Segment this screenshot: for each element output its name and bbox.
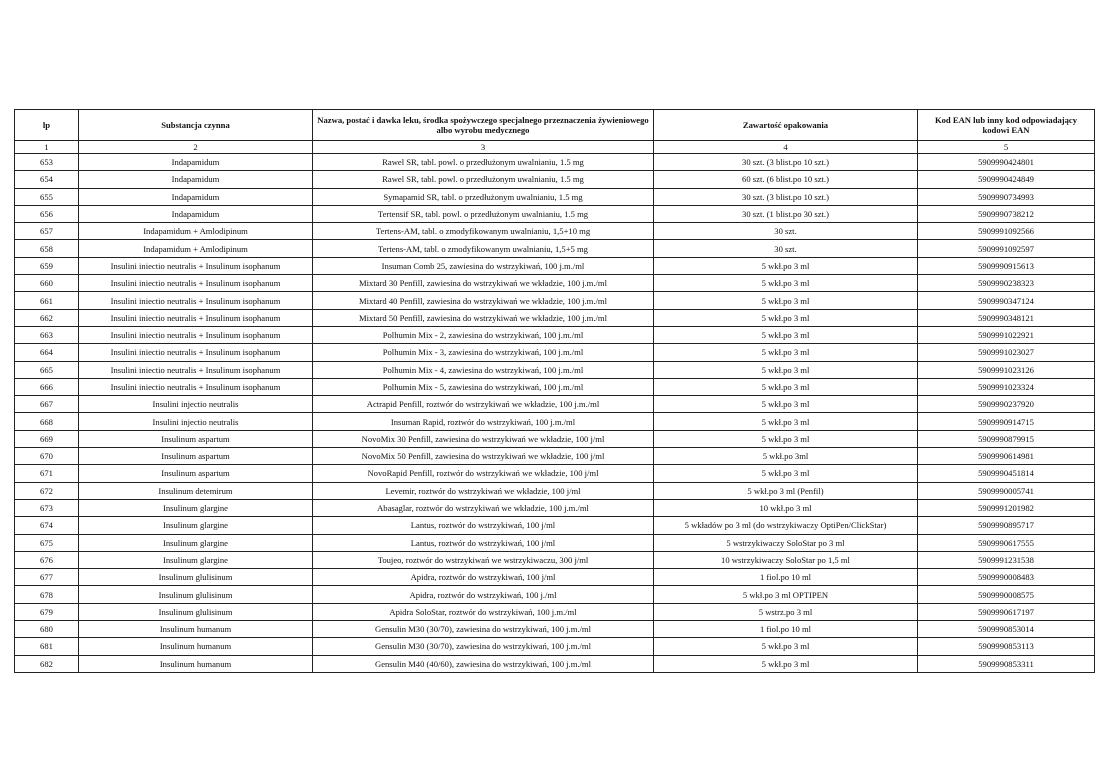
row-lp: 677 (15, 569, 79, 586)
row-name: NovoMix 30 Penfill, zawiesina do wstrzykiwań we wkładzie, 100 j/ml (313, 430, 654, 447)
row-ean: 5909990008575 (918, 586, 1095, 603)
row-package: 10 wkł.po 3 ml (654, 499, 918, 516)
row-name: Polhumin Mix - 3, zawiesina do wstrzykiwań, 100 j.m./ml (313, 344, 654, 361)
row-package: 5 wkł.po 3 ml (Penfil) (654, 482, 918, 499)
row-substance: Insulinum aspartum (79, 430, 313, 447)
row-ean: 5909990237920 (918, 396, 1095, 413)
row-lp: 654 (15, 171, 79, 188)
row-substance: Insulinum glulisinum (79, 603, 313, 620)
row-name: Levemir, roztwór do wstrzykiwań we wkładzie, 100 j/ml (313, 482, 654, 499)
row-substance: Insulinum aspartum (79, 448, 313, 465)
row-package: 5 wstrzykiwaczy SoloStar po 3 ml (654, 534, 918, 551)
table-row (15, 326, 1095, 343)
row-lp: 655 (15, 188, 79, 205)
row-lp: 657 (15, 223, 79, 240)
column-number: 3 (313, 141, 654, 154)
row-ean: 5909990734993 (918, 188, 1095, 205)
row-lp: 672 (15, 482, 79, 499)
row-name: Insuman Rapid, roztwór do wstrzykiwań, 100 j.m./ml (313, 413, 654, 430)
row-ean: 5909990347124 (918, 292, 1095, 309)
row-lp: 653 (15, 154, 79, 171)
row-name: Tertensif SR, tabl. powl. o przedłużonym uwalnianiu, 1.5 mg (313, 205, 654, 222)
row-package: 5 wkł.po 3 ml (654, 638, 918, 655)
row-name: Rawel SR, tabl. powl. o przedłużonym uwalnianiu, 1.5 mg (313, 171, 654, 188)
row-ean: 5909990915613 (918, 257, 1095, 274)
row-ean: 5909990853014 (918, 621, 1095, 638)
row-substance: Insulini iniectio neutralis + Insulinum isophanum (79, 378, 313, 395)
row-lp: 666 (15, 378, 79, 395)
column-number: 5 (918, 141, 1095, 154)
document-page (14, 109, 1094, 673)
row-ean: 5909990914715 (918, 413, 1095, 430)
row-ean: 5909991201982 (918, 499, 1095, 516)
table-row (15, 482, 1095, 499)
row-ean: 5909990424801 (918, 154, 1095, 171)
table-row (15, 430, 1095, 447)
drug-table (14, 109, 1095, 673)
row-substance: Insulinum glargine (79, 517, 313, 534)
row-ean: 5909991023324 (918, 378, 1095, 395)
row-lp: 673 (15, 499, 79, 516)
row-package: 5 wkł.po 3 ml (654, 430, 918, 447)
row-package: 5 wkł.po 3 ml (654, 257, 918, 274)
table-row (15, 378, 1095, 395)
row-substance: Indapamidum + Amlodipinum (79, 240, 313, 257)
row-lp: 664 (15, 344, 79, 361)
row-substance: Insulinum humanum (79, 621, 313, 638)
row-ean: 5909990005741 (918, 482, 1095, 499)
row-name: Polhumin Mix - 4, zawiesina do wstrzykiwań, 100 j.m./ml (313, 361, 654, 378)
table-row (15, 603, 1095, 620)
row-ean: 5909990895717 (918, 517, 1095, 534)
row-name: Apidra, roztwór do wstrzykiwań, 100 j/ml (313, 569, 654, 586)
row-ean: 5909990853311 (918, 655, 1095, 672)
row-package: 5 wkł.po 3 ml (654, 655, 918, 672)
table-row (15, 499, 1095, 516)
row-substance: Indapamidum (79, 205, 313, 222)
row-package: 30 szt. (3 blist.po 10 szt.) (654, 188, 918, 205)
row-lp: 665 (15, 361, 79, 378)
row-substance: Insulini iniectio neutralis + Insulinum isophanum (79, 361, 313, 378)
row-name: Gensulin M30 (30/70), zawiesina do wstrzykiwań, 100 j.m./ml (313, 638, 654, 655)
table-row (15, 396, 1095, 413)
row-ean: 5909990348121 (918, 309, 1095, 326)
row-lp: 661 (15, 292, 79, 309)
row-name: NovoMix 50 Penfill, zawiesina do wstrzykiwań we wkładzie, 100 j/ml (313, 448, 654, 465)
row-name: Mixtard 40 Penfill, zawiesina do wstrzykiwań we wkładzie, 100 j.m./ml (313, 292, 654, 309)
row-name: Polhumin Mix - 5, zawiesina do wstrzykiwań, 100 j.m./ml (313, 378, 654, 395)
row-substance: Insulini iniectio neutralis + Insulinum isophanum (79, 344, 313, 361)
table-row (15, 465, 1095, 482)
column-number: 4 (654, 141, 918, 154)
row-substance: Indapamidum (79, 171, 313, 188)
column-number-row (15, 141, 1095, 154)
table-row (15, 413, 1095, 430)
row-substance: Indapamidum (79, 154, 313, 171)
header-name: Nazwa, postać i dawka leku, środka spożywczego specjalnego przeznaczenia żywieniowego albo wyrobu medycznego (313, 110, 654, 141)
row-substance: Insulini iniectio neutralis + Insulinum isophanum (79, 309, 313, 326)
row-substance: Insulinum humanum (79, 638, 313, 655)
row-substance: Insulinum glargine (79, 499, 313, 516)
row-lp: 671 (15, 465, 79, 482)
table-row (15, 586, 1095, 603)
table-row (15, 448, 1095, 465)
row-lp: 667 (15, 396, 79, 413)
table-row (15, 154, 1095, 171)
row-package: 30 szt. (654, 223, 918, 240)
row-ean: 5909990424849 (918, 171, 1095, 188)
row-substance: Insulinum glargine (79, 534, 313, 551)
row-ean: 5909990879915 (918, 430, 1095, 447)
table-row (15, 638, 1095, 655)
table-body (15, 154, 1095, 673)
row-lp: 681 (15, 638, 79, 655)
row-lp: 680 (15, 621, 79, 638)
table-row (15, 188, 1095, 205)
row-package: 30 szt. (654, 240, 918, 257)
row-package: 5 wkł.po 3 ml (654, 275, 918, 292)
table-row (15, 517, 1095, 534)
row-package: 5 wkł.po 3 ml (654, 396, 918, 413)
row-name: Gensulin M40 (40/60), zawiesina do wstrzykiwań, 100 j.m./ml (313, 655, 654, 672)
row-substance: Insulini iniectio neutralis + Insulinum isophanum (79, 275, 313, 292)
row-package: 5 wkł.po 3 ml (654, 326, 918, 343)
row-substance: Insulini iniectio neutralis + Insulinum isophanum (79, 326, 313, 343)
table-row (15, 534, 1095, 551)
table-row (15, 621, 1095, 638)
table-row (15, 171, 1095, 188)
row-name: Lantus, roztwór do wstrzykiwań, 100 j/ml (313, 534, 654, 551)
row-substance: Insulini iniectio neutralis + Insulinum isophanum (79, 292, 313, 309)
row-lp: 674 (15, 517, 79, 534)
row-package: 5 wkł.po 3 ml (654, 413, 918, 430)
row-ean: 5909990617555 (918, 534, 1095, 551)
header-substance: Substancja czynna (79, 110, 313, 141)
row-substance: Insulinum glargine (79, 551, 313, 568)
row-name: Symapamid SR, tabl. o przedłużonym uwalnianiu, 1.5 mg (313, 188, 654, 205)
row-name: NovoRapid Penfill, roztwór do wstrzykiwań we wkładzie, 100 j/ml (313, 465, 654, 482)
row-name: Actrapid Penfill, roztwór do wstrzykiwań we wkładzie, 100 j.m./ml (313, 396, 654, 413)
row-ean: 5909991023027 (918, 344, 1095, 361)
row-lp: 682 (15, 655, 79, 672)
row-package: 10 wstrzykiwaczy SoloStar po 1,5 ml (654, 551, 918, 568)
row-package: 5 wkł.po 3ml (654, 448, 918, 465)
row-name: Insuman Comb 25, zawiesina do wstrzykiwań, 100 j.m./ml (313, 257, 654, 274)
row-package: 5 wkł.po 3 ml (654, 344, 918, 361)
row-lp: 675 (15, 534, 79, 551)
row-lp: 678 (15, 586, 79, 603)
row-name: Polhumin Mix - 2, zawiesina do wstrzykiwań, 100 j.m./ml (313, 326, 654, 343)
row-package: 5 wkł.po 3 ml (654, 309, 918, 326)
table-row (15, 223, 1095, 240)
row-package: 1 fiol.po 10 ml (654, 621, 918, 638)
row-ean: 5909991092566 (918, 223, 1095, 240)
column-number: 1 (15, 141, 79, 154)
row-substance: Insulini injectio neutralis (79, 396, 313, 413)
row-name: Abasaglar, roztwór do wstrzykiwań we wkładzie, 100 j.m./ml (313, 499, 654, 516)
table-row (15, 240, 1095, 257)
row-substance: Insulinum detemirum (79, 482, 313, 499)
row-package: 5 wkł.po 3 ml (654, 465, 918, 482)
row-ean: 5909991092597 (918, 240, 1095, 257)
row-package: 5 wkł.po 3 ml (654, 292, 918, 309)
row-ean: 5909990617197 (918, 603, 1095, 620)
header-ean: Kod EAN lub inny kod odpowiadający kodowi EAN (918, 110, 1095, 141)
row-lp: 676 (15, 551, 79, 568)
row-lp: 656 (15, 205, 79, 222)
row-name: Rawel SR, tabl. powl. o przedłużonym uwalnianiu, 1.5 mg (313, 154, 654, 171)
table-row (15, 275, 1095, 292)
row-substance: Insulini injectio neutralis (79, 413, 313, 430)
table-header (15, 110, 1095, 154)
row-name: Gensulin M30 (30/70), zawiesina do wstrzykiwań, 100 j.m./ml (313, 621, 654, 638)
row-substance: Insulinum glulisinum (79, 586, 313, 603)
row-name: Toujeo, roztwór do wstrzykiwań we wstrzykiwaczu, 300 j/ml (313, 551, 654, 568)
row-package: 5 wkł.po 3 ml (654, 361, 918, 378)
column-number: 2 (79, 141, 313, 154)
row-name: Apidra, roztwór do wstrzykiwań, 100 j./ml (313, 586, 654, 603)
table-row (15, 361, 1095, 378)
row-lp: 670 (15, 448, 79, 465)
row-lp: 660 (15, 275, 79, 292)
row-package: 5 wkładów po 3 ml (do wstrzykiwaczy OptiPen/ClickStar) (654, 517, 918, 534)
row-ean: 5909991022921 (918, 326, 1095, 343)
row-package: 60 szt. (6 blist.po 10 szt.) (654, 171, 918, 188)
row-package: 5 wstrz.po 3 ml (654, 603, 918, 620)
row-package: 30 szt. (1 blist.po 30 szt.) (654, 205, 918, 222)
table-row (15, 344, 1095, 361)
row-lp: 668 (15, 413, 79, 430)
table-row (15, 569, 1095, 586)
row-substance: Insulini iniectio neutralis + Insulinum isophanum (79, 257, 313, 274)
row-lp: 659 (15, 257, 79, 274)
row-ean: 5909990238323 (918, 275, 1095, 292)
row-lp: 663 (15, 326, 79, 343)
row-lp: 679 (15, 603, 79, 620)
table-row (15, 309, 1095, 326)
row-lp: 669 (15, 430, 79, 447)
row-ean: 5909991023126 (918, 361, 1095, 378)
row-ean: 5909990853113 (918, 638, 1095, 655)
row-name: Mixtard 50 Penfill, zawiesina do wstrzykiwań we wkładzie, 100 j.m./ml (313, 309, 654, 326)
row-substance: Indapamidum (79, 188, 313, 205)
table-row (15, 292, 1095, 309)
row-package: 1 fiol.po 10 ml (654, 569, 918, 586)
row-substance: Insulinum glulisinum (79, 569, 313, 586)
row-name: Tertens-AM, tabl. o zmodyfikowanym uwalnianiu, 1,5+10 mg (313, 223, 654, 240)
row-name: Tertens-AM, tabl. o zmodyfikowanym uwalnianiu, 1,5+5 mg (313, 240, 654, 257)
row-substance: Insulinum humanum (79, 655, 313, 672)
row-name: Apidra SoloStar, roztwór do wstrzykiwań, 100 j.m./ml (313, 603, 654, 620)
table-row (15, 257, 1095, 274)
row-name: Mixtard 30 Penfill, zawiesina do wstrzykiwań we wkładzie, 100 j.m./ml (313, 275, 654, 292)
row-substance: Insulinum aspartum (79, 465, 313, 482)
table-row (15, 205, 1095, 222)
row-ean: 5909990738212 (918, 205, 1095, 222)
row-package: 5 wkł.po 3 ml OPTIPEN (654, 586, 918, 603)
row-name: Lantus, roztwór do wstrzykiwań, 100 j/ml (313, 517, 654, 534)
row-lp: 658 (15, 240, 79, 257)
table-row (15, 655, 1095, 672)
header-lp: lp (15, 110, 79, 141)
row-substance: Indapamidum + Amlodipinum (79, 223, 313, 240)
row-lp: 662 (15, 309, 79, 326)
row-ean: 5909990451814 (918, 465, 1095, 482)
row-ean: 5909990008483 (918, 569, 1095, 586)
row-ean: 5909991231538 (918, 551, 1095, 568)
row-ean: 5909990614981 (918, 448, 1095, 465)
table-row (15, 551, 1095, 568)
row-package: 30 szt. (3 blist.po 10 szt.) (654, 154, 918, 171)
row-package: 5 wkł.po 3 ml (654, 378, 918, 395)
header-package: Zawartość opakowania (654, 110, 918, 141)
